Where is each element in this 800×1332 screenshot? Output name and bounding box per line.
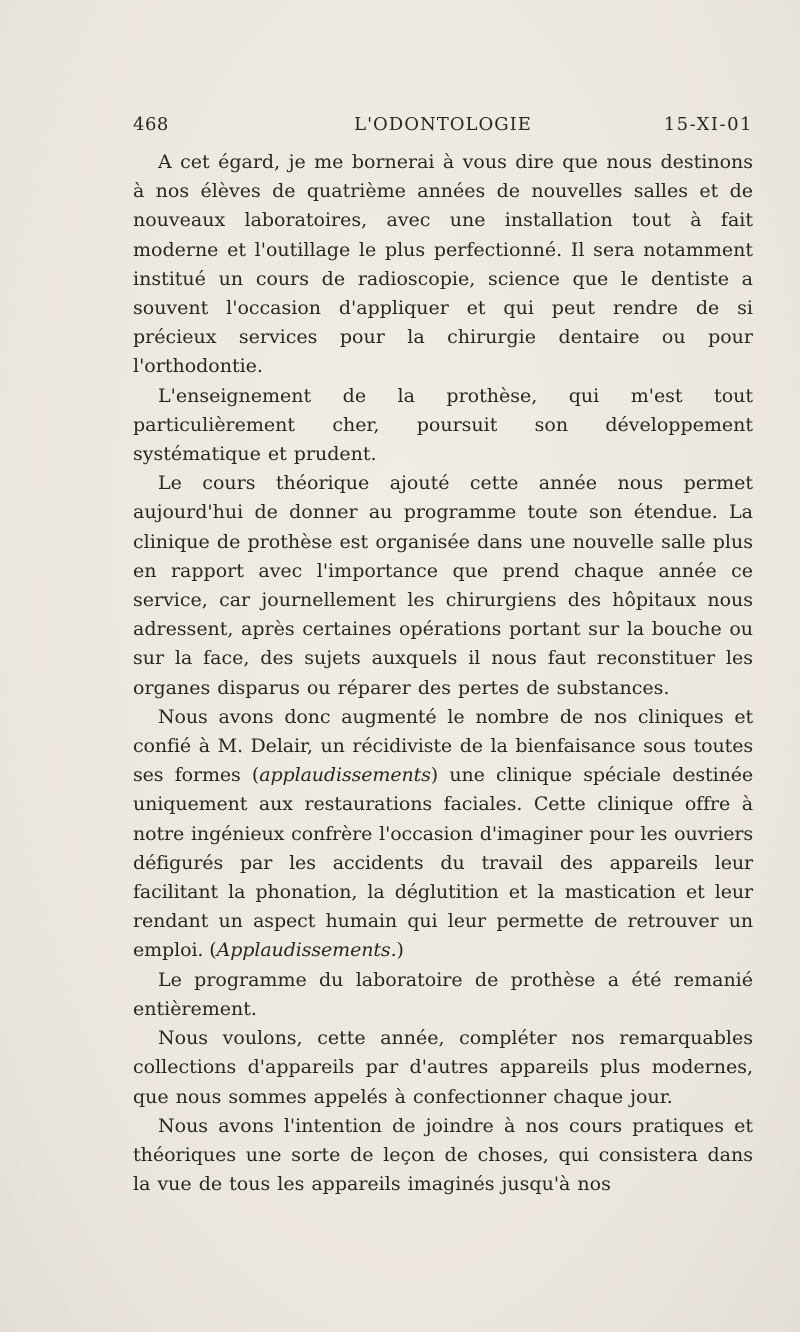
paragraph-2: L'enseignement de la prothèse, qui m'est tout particulièrement cher, poursuit son développement systématique et prudent.	[133, 384, 753, 466]
paragraph-7: Nous avons l'intention de joindre à nos cours pratiques et théoriques une sorte de leçon de choses, qui consistera dans la vue de tous les appareils imaginés jusqu'à nos	[133, 1114, 753, 1196]
running-header	[133, 114, 753, 140]
paragraph-3: Le cours théorique ajouté cette année nous permet aujourd'hui de donner au programme toute son étendue. La clinique de prothèse est organisée dans une nouvelle salle plus en rapport avec l'importance que prend chaque année ce service, car journellement les chirurgiens des hôpitaux nous adressent, après certaines opérations portant sur la bouche ou sur la face, des sujets auxquels il nous faut reconstituer les organes disparus ou réparer des pertes de substances.	[133, 472, 753, 699]
journal-title: L'ODONTOLOGIE	[354, 114, 532, 135]
body-text	[133, 148, 753, 1199]
page-number: 468	[133, 114, 169, 135]
paragraph-5: Le programme du laboratoire de prothèse a été remanié entièrement.	[133, 968, 753, 1020]
paragraph-4: Nous avons donc augmenté le nombre de nos cliniques et confié à M. Delair, un récidiviste de la bienfaisance sous toutes ses formes (applaudissements) une clinique spéciale destinée uniquement aux restaurations faciales. Cette clinique offre à notre ingénieux confrère l'occasion d'imaginer pour les ouvriers défigurés par les accidents du travail des appareils leur facilitant la phonation, la déglutition et la mastication et leur rendant un aspect humain qui leur permette de retrouver un emploi. (Applaudissements.)	[133, 705, 753, 962]
issue-date: 15-XI-01	[663, 114, 753, 135]
paragraph-1: A cet égard, je me bornerai à vous dire que nous destinons à nos élèves de quatrième années de nouvelles salles et de nouveaux laboratoires, avec une installation tout à fait moderne et l'outillage le plus perfectionné. Il sera notamment institué un cours de radioscopie, science que le dentiste a souvent l'occasion d'appliquer et qui peut rendre de si précieux services pour la chirurgie dentaire ou pour l'orthodontie.	[133, 151, 753, 378]
paragraph-6: Nous voulons, cette année, compléter nos remarquables collections d'appareils par d'autres appareils plus modernes, que nous sommes appelés à confectionner chaque jour.	[133, 1027, 753, 1108]
